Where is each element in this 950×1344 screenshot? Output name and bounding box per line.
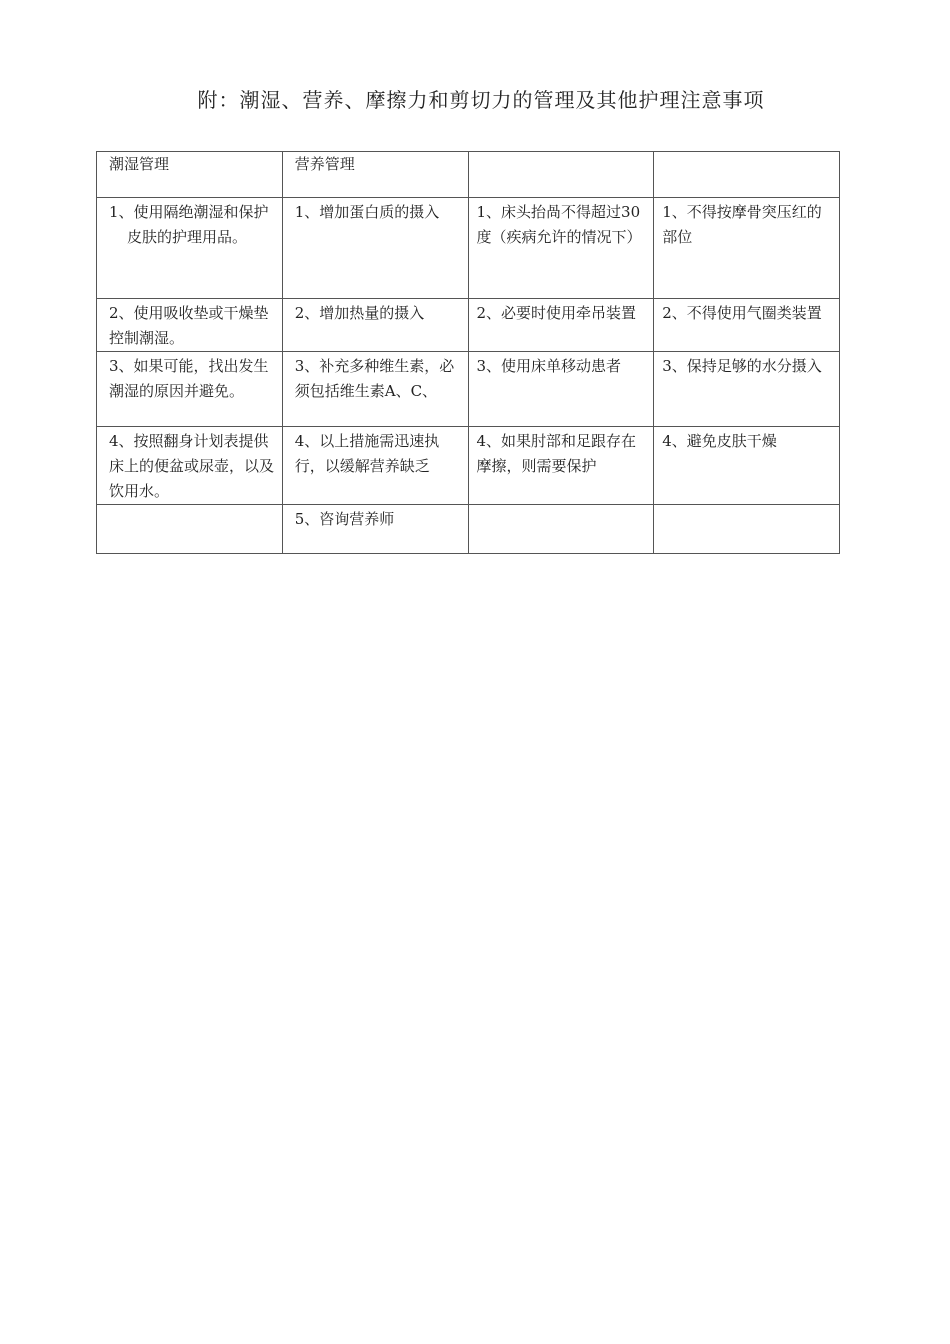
table-cell <box>468 505 654 554</box>
header-empty-4 <box>654 152 840 198</box>
table-cell: 1、不得按摩骨突压红的部位 <box>654 198 840 299</box>
table-cell: 2、必要时使用牵吊装置 <box>468 299 654 352</box>
table-cell <box>654 505 840 554</box>
table-cell: 3、如果可能，找出发生潮湿的原因并避免。 <box>97 352 283 427</box>
table-cell: 4、按照翻身计划表提供床上的便盆或尿壶，以及饮用水。 <box>97 427 283 505</box>
table-cell: 5、咨询营养师 <box>282 505 468 554</box>
table-row <box>97 198 840 299</box>
table-cell: 2、不得使用气圈类装置 <box>654 299 840 352</box>
care-measures-table <box>96 151 840 554</box>
table-cell: 3、保持足够的水分摄入 <box>654 352 840 427</box>
header-moisture-management: 潮湿管理 <box>97 152 283 198</box>
table-row <box>97 352 840 427</box>
header-nutrition-management: 营养管理 <box>282 152 468 198</box>
table-row <box>97 505 840 554</box>
table-cell: 2、增加热量的摄入 <box>282 299 468 352</box>
table-cell: 3、补充多种维生素，必须包括维生素A、C、 <box>282 352 468 427</box>
table-cell: 4、避免皮肤干燥 <box>654 427 840 505</box>
page-title: 附：潮湿、营养、摩擦力和剪切力的管理及其他护理注意事项 <box>197 88 765 112</box>
table-cell: 2、使用吸收垫或干燥垫控制潮湿。 <box>97 299 283 352</box>
header-empty-3 <box>468 152 654 198</box>
table-cell: 4、以上措施需迅速执行，以缓解营养缺乏 <box>282 427 468 505</box>
table-cell: 3、使用床单移动患者 <box>468 352 654 427</box>
table-header-row <box>97 152 840 198</box>
table-cell: 1、床头抬咼不得超过30度（疾病允许的情况下） <box>468 198 654 299</box>
table-row <box>97 299 840 352</box>
table-cell: 1、增加蛋白质的摄入 <box>282 198 468 299</box>
table-row <box>97 427 840 505</box>
table-cell <box>97 505 283 554</box>
table-cell: 4、如果肘部和足跟存在摩擦，则需要保护 <box>468 427 654 505</box>
table-cell: 1、使用隔绝潮湿和保护皮肤的护理用品。 <box>97 198 283 299</box>
